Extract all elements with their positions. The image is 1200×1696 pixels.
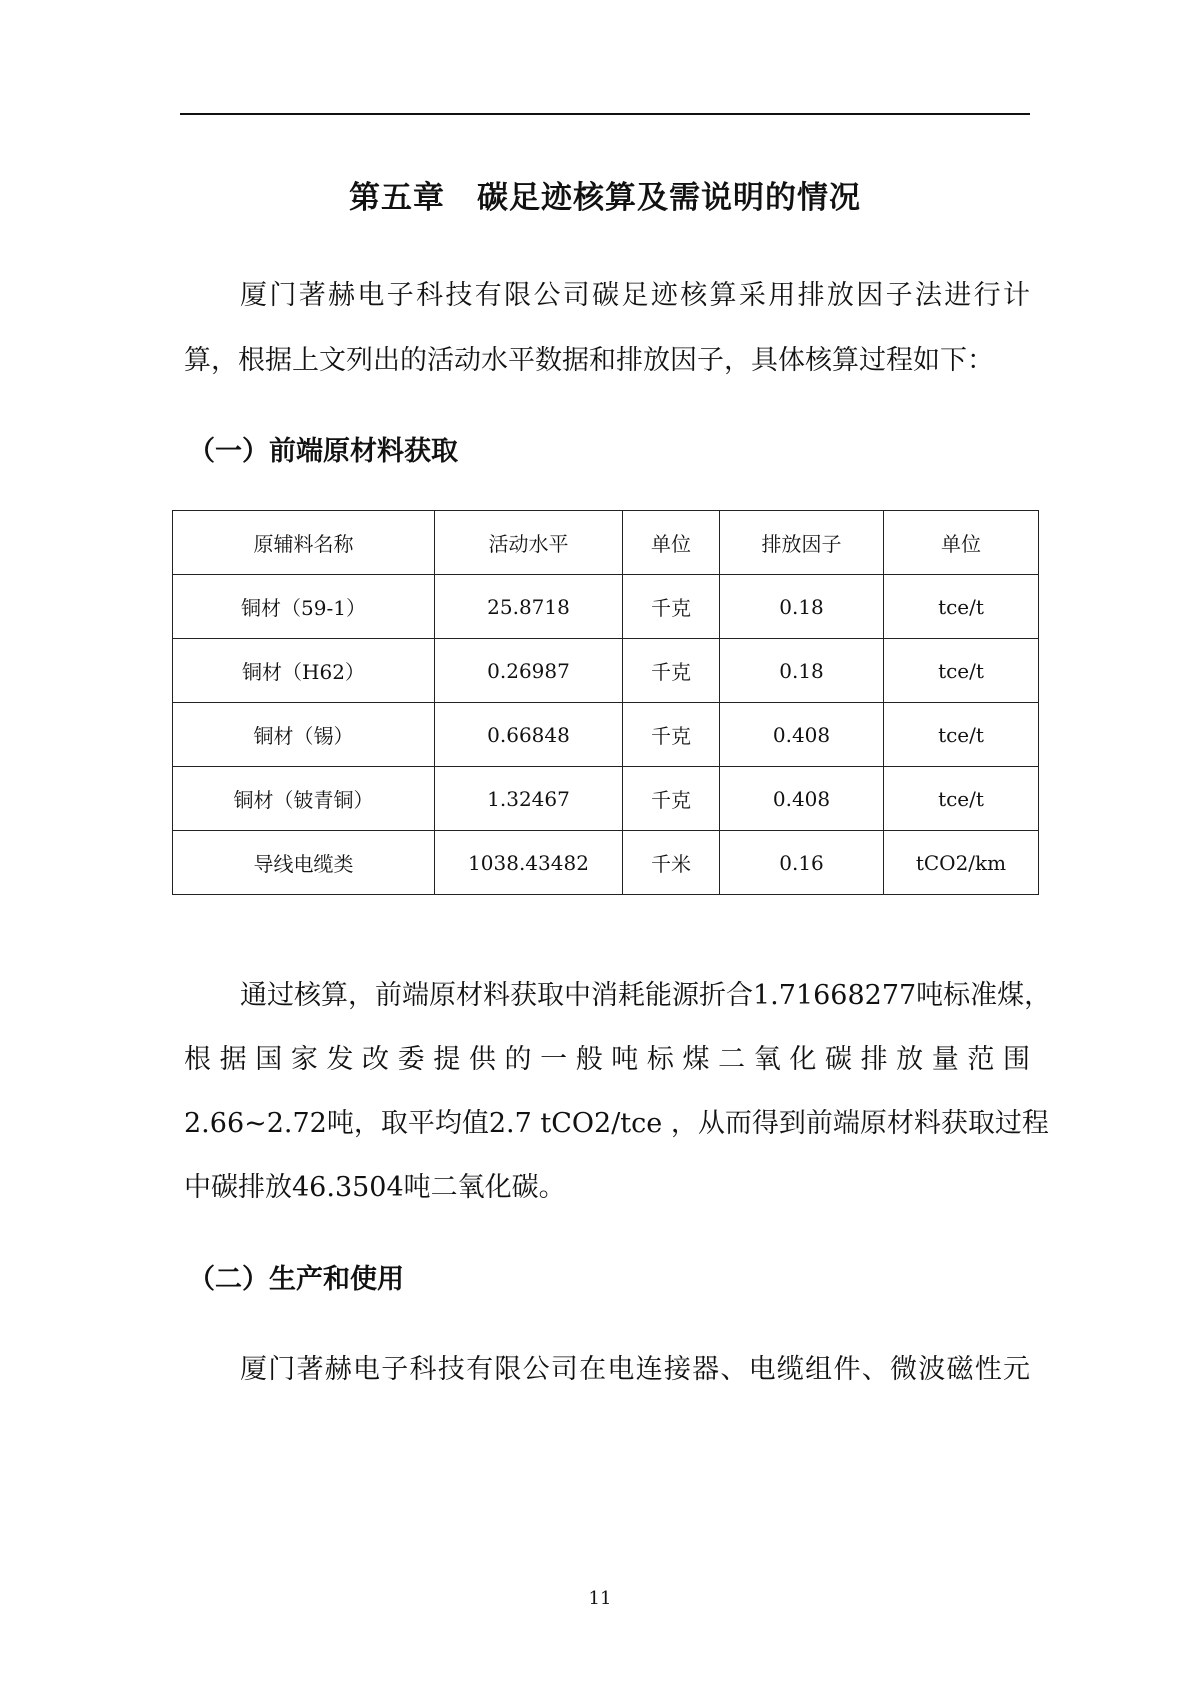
cell-unit: 千米 bbox=[623, 831, 720, 895]
intro-line-1: 厦门著赫电子科技有限公司碳足迹核算采用排放因子法进行计 bbox=[240, 280, 1030, 311]
cell-material-name: 铜材（锡） bbox=[173, 703, 435, 767]
cell-activity-level: 0.26987 bbox=[435, 639, 623, 703]
cell-emission-factor: 0.18 bbox=[720, 639, 884, 703]
table-header-row bbox=[173, 511, 1039, 575]
cell-unit: 千克 bbox=[623, 575, 720, 639]
chapter-title: 第五章 碳足迹核算及需说明的情况 bbox=[349, 180, 861, 216]
cell-material-name: 铜材（59-1） bbox=[173, 575, 435, 639]
cell-factor-unit: tce/t bbox=[884, 703, 1039, 767]
section-1-heading: （一）前端原材料获取 bbox=[188, 436, 458, 467]
cell-factor-unit: tce/t bbox=[884, 767, 1039, 831]
cell-unit: 千克 bbox=[623, 767, 720, 831]
section-2-line-1: 厦门著赫电子科技有限公司在电连接器、电缆组件、微波磁性元 bbox=[240, 1354, 1030, 1385]
page-number: 11 bbox=[588, 1588, 612, 1609]
table-row bbox=[173, 575, 1039, 639]
cell-factor-unit: tCO2/km bbox=[884, 831, 1039, 895]
table-row bbox=[173, 767, 1039, 831]
raw-material-table bbox=[172, 510, 1039, 895]
table-row bbox=[173, 831, 1039, 895]
table-row bbox=[173, 703, 1039, 767]
header-material-name: 原辅料名称 bbox=[173, 511, 435, 575]
cell-emission-factor: 0.408 bbox=[720, 767, 884, 831]
cell-material-name: 导线电缆类 bbox=[173, 831, 435, 895]
cell-emission-factor: 0.18 bbox=[720, 575, 884, 639]
section-2-heading: （二）生产和使用 bbox=[188, 1264, 404, 1295]
result-line-1: 通过核算，前端原材料获取中消耗能源折合1.71668277吨标准煤， bbox=[240, 980, 1052, 1011]
cell-unit: 千克 bbox=[623, 703, 720, 767]
header-factor-unit: 单位 bbox=[884, 511, 1039, 575]
header-unit: 单位 bbox=[623, 511, 720, 575]
intro-line-2: 算，根据上文列出的活动水平数据和排放因子，具体核算过程如下： bbox=[184, 345, 994, 376]
table-row bbox=[173, 639, 1039, 703]
result-line-3: 2.66~2.72吨，取平均值2.7 tCO2/tce ，从而得到前端原材料获取过程 bbox=[184, 1108, 1049, 1139]
header-activity-level: 活动水平 bbox=[435, 511, 623, 575]
header-emission-factor: 排放因子 bbox=[720, 511, 884, 575]
cell-activity-level: 25.8718 bbox=[435, 575, 623, 639]
cell-factor-unit: tce/t bbox=[884, 639, 1039, 703]
cell-unit: 千克 bbox=[623, 639, 720, 703]
header-rule bbox=[180, 113, 1030, 115]
cell-factor-unit: tce/t bbox=[884, 575, 1039, 639]
cell-activity-level: 1.32467 bbox=[435, 767, 623, 831]
result-line-2: 根据国家发改委提供的一般吨标煤二氧化碳排放量范围 bbox=[184, 1044, 1030, 1075]
cell-emission-factor: 0.16 bbox=[720, 831, 884, 895]
cell-emission-factor: 0.408 bbox=[720, 703, 884, 767]
result-line-4: 中碳排放46.3504吨二氧化碳。 bbox=[184, 1172, 566, 1203]
cell-activity-level: 0.66848 bbox=[435, 703, 623, 767]
cell-material-name: 铜材（H62） bbox=[173, 639, 435, 703]
cell-activity-level: 1038.43482 bbox=[435, 831, 623, 895]
cell-material-name: 铜材（铍青铜） bbox=[173, 767, 435, 831]
